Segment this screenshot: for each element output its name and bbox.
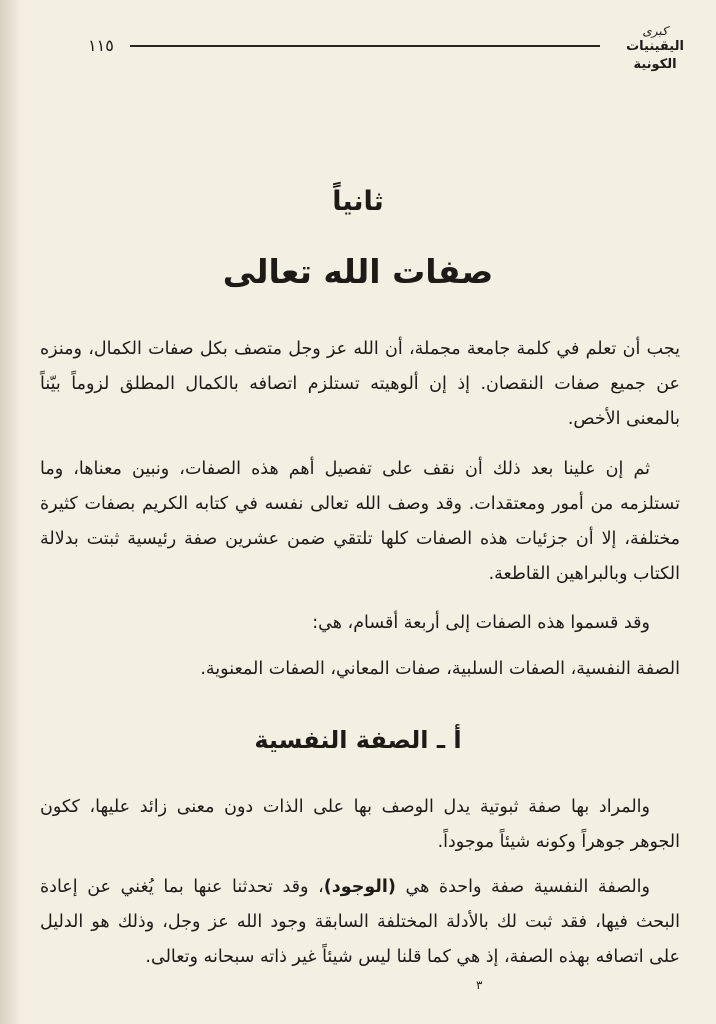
page-title: صفات الله تعالى <box>222 252 494 291</box>
paragraph-6-end: ، وقد تحدثنا عنها بما يُغني عن إعادة البحث فيها، فقد ثبت لك بالأدلة المختلفة السابقة وجود الله عز وجل، وذلك هو الدليل على اتصافه بهذه الصفة، إذ هي كما قلنا ليس شيئاً غير ذاته سبحانه وتعالى. <box>40 877 680 967</box>
paragraph-2-text: ثم إن علينا بعد ذلك أن نقف على تفصيل أهم هذه الصفات، ونبين معناها، وما تستلزمه من أمور ومعتقدات. وقد وصف الله تعالى نفسه في كتابه الكريم بصفات كثيرة مختلفة، إلا أن جزئيات هذه الصفات كلها تلتقي ضمن عشرين صفة رئيسية ثبتت بدلالة الكتاب وبالبراهين القاطعة. <box>40 459 680 584</box>
paragraph-4 <box>40 652 680 687</box>
page-gutter-shadow <box>0 0 22 1024</box>
paragraph-3-text: وقد قسموا هذه الصفات إلى أربعة أقسام، هي: <box>312 613 650 633</box>
paragraph-2 <box>40 452 680 592</box>
footer-mark: ٣ <box>476 978 483 992</box>
header-rule <box>130 45 600 47</box>
running-title-main: اليقينيات الكونية <box>626 39 684 72</box>
running-title <box>610 24 700 74</box>
page-number: ١١٥ <box>88 36 114 55</box>
paragraph-6-start: والصفة النفسية صفة واحدة هي <box>395 877 650 897</box>
paragraph-5 <box>40 790 680 860</box>
subheading: أ ـ الصفة النفسية <box>254 726 462 754</box>
paragraph-1-text: يجب أن تعلم في كلمة جامعة مجملة، أن الله عز وجل متصف بكل صفات الكمال، ومنزه عن جميع صفات النقصان. إذ إن ألوهيته تستلزم اتصافه بالكمال المطلق لزوماً بيّناً بالمعنى الأخص. <box>40 339 680 429</box>
paragraph-1 <box>40 332 680 437</box>
paragraph-6 <box>40 870 680 975</box>
section-label: ثانياً <box>332 186 384 217</box>
paragraph-5-text: والمراد بها صفة ثبوتية يدل الوصف بها على الذات دون معنى زائد عليها، ككون الجوهر جوهراً وكونه شيئاً موجوداً. <box>40 797 680 852</box>
page-header <box>0 24 716 70</box>
paragraph-4-text: الصفة النفسية، الصفات السلبية، صفات المعاني، الصفات المعنوية. <box>200 659 680 679</box>
paragraph-6-emphasis: (الوجود) <box>323 877 396 897</box>
running-title-small: كبرى <box>642 24 668 38</box>
paragraph-3 <box>40 606 680 641</box>
